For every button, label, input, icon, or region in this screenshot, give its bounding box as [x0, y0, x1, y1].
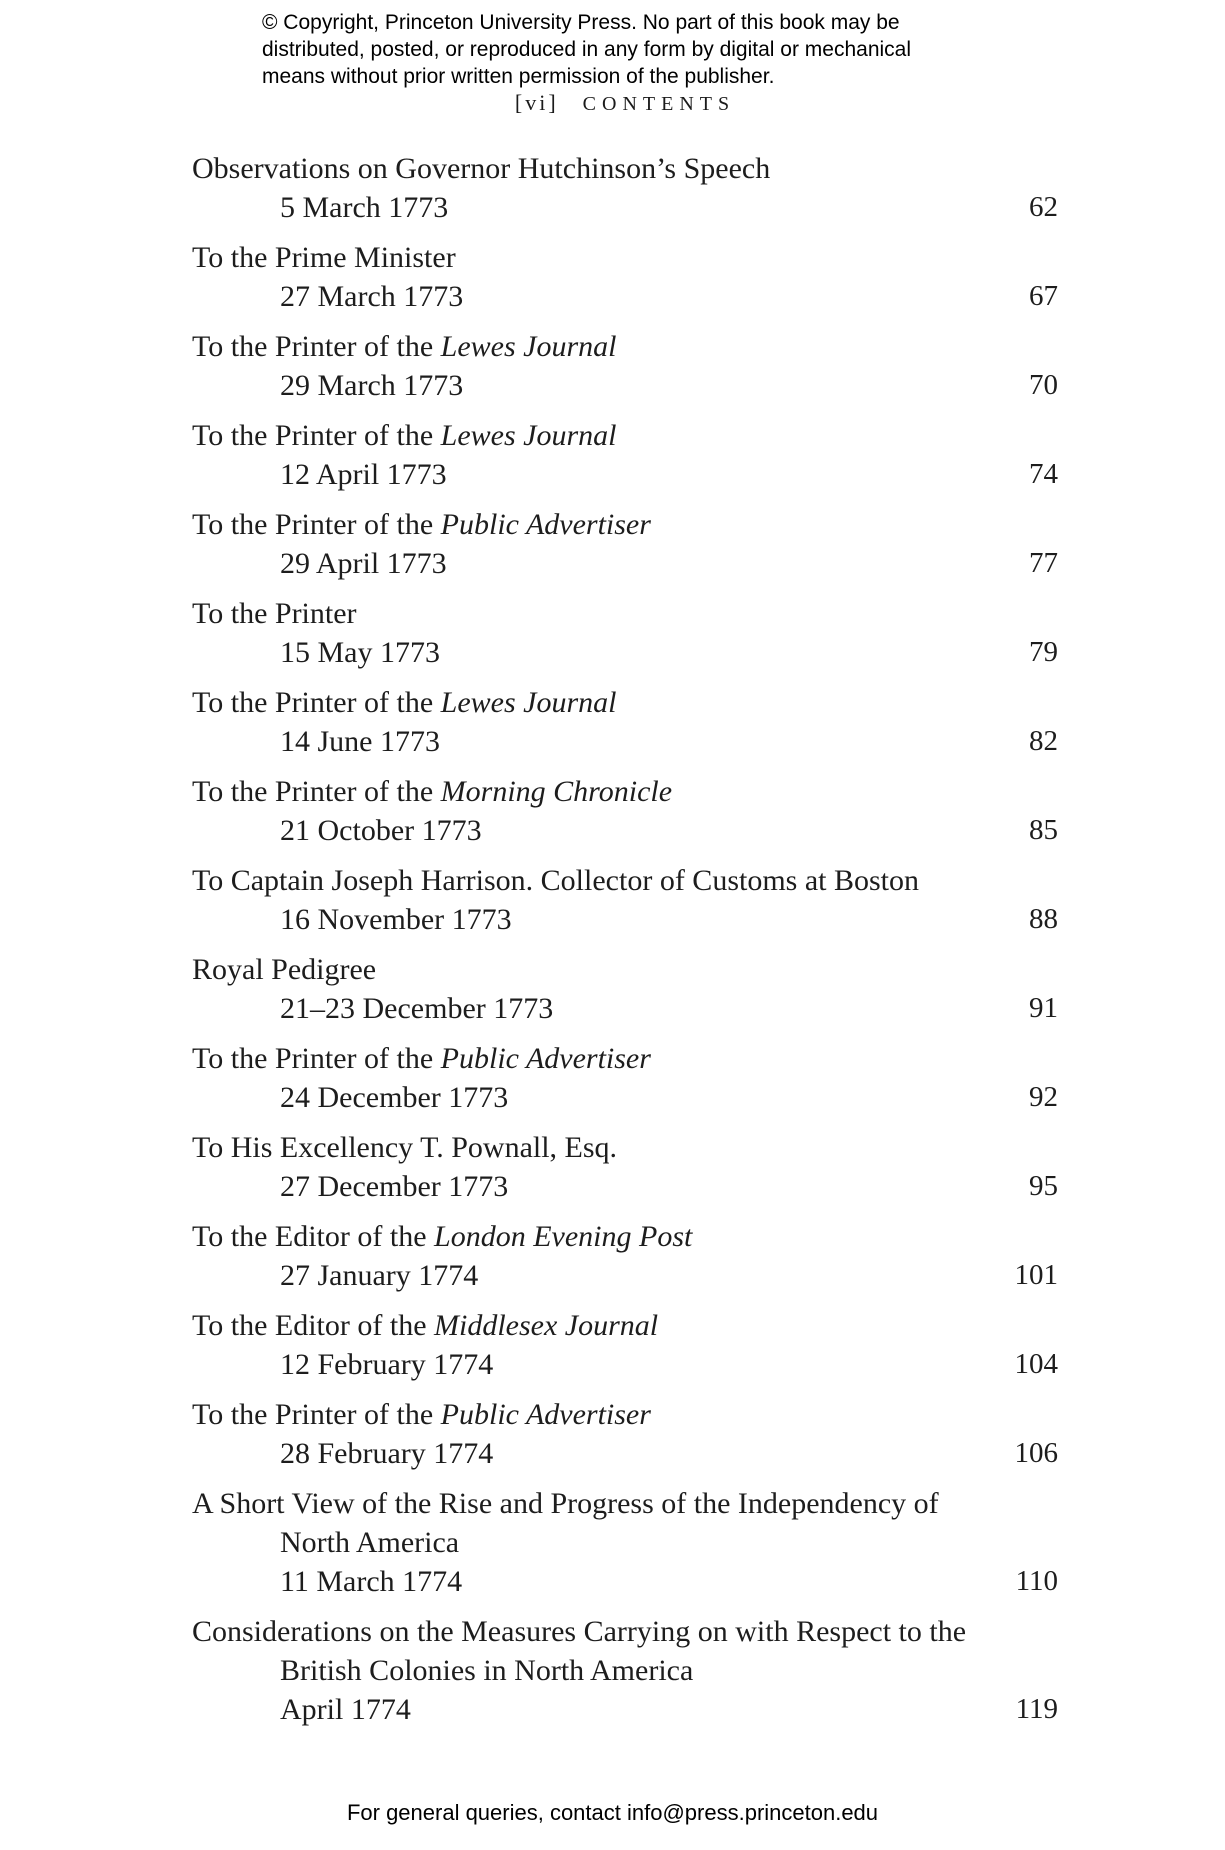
- entry-title-text: A Short View of the Rise and Progress of the Independency of: [192, 1487, 939, 1520]
- entry-title: [192, 772, 1058, 811]
- entry-page-number: 92: [1029, 1081, 1058, 1113]
- journal-name-italic: Public Advertiser: [440, 508, 651, 541]
- copyright-line: distributed, posted, or reproduced in any form by digital or mechanical: [262, 38, 912, 61]
- entry-title-text: To the Editor of the: [192, 1220, 435, 1253]
- toc-entry: [192, 683, 1058, 761]
- entry-page-number: 70: [1029, 369, 1058, 401]
- footer-query-note: For general queries, contact info@press.princeton.edu: [346, 1800, 879, 1825]
- entry-title-text: To the Printer of the: [192, 330, 441, 363]
- entry-title-text: Observations on Governor Hutchinson’s Speech: [192, 152, 771, 185]
- entry-page-number: 62: [1029, 191, 1058, 223]
- entry-date: 12 February 1774: [280, 1348, 494, 1381]
- entry-date-row: [192, 1167, 1058, 1206]
- entry-title-text: To Captain Joseph Harrison. Collector of Customs at Boston: [192, 864, 920, 897]
- toc-entry: [192, 1128, 1058, 1206]
- entry-title: [192, 505, 1058, 544]
- entry-page-number: 91: [1029, 992, 1058, 1024]
- entry-date-row: [192, 366, 1058, 405]
- journal-name-italic: Lewes Journal: [440, 686, 617, 719]
- toc-entry: [192, 950, 1058, 1028]
- entry-page-number: 85: [1029, 814, 1058, 846]
- entry-date-row: [192, 900, 1058, 939]
- journal-name-italic: Middlesex Journal: [434, 1309, 659, 1342]
- entry-title: [192, 594, 1058, 633]
- copyright-notice: [262, 9, 911, 90]
- entry-page-number: 77: [1029, 547, 1058, 579]
- entry-date: 5 March 1773: [280, 191, 449, 224]
- entry-date-row: [192, 544, 1058, 583]
- entry-title-text: To His Excellency T. Pownall, Esq.: [192, 1131, 618, 1164]
- toc-entry: [192, 1612, 1058, 1729]
- entry-title: [192, 1484, 1058, 1523]
- entry-title-text: To the Printer of the: [192, 775, 441, 808]
- entry-title: [192, 1128, 1058, 1167]
- entry-page-number: 104: [1014, 1348, 1058, 1380]
- entry-title: [192, 1395, 1058, 1434]
- entry-date-row: [192, 1690, 1058, 1729]
- entry-title-text: To the Printer of the: [192, 508, 441, 541]
- entry-date-row: [192, 811, 1058, 850]
- entry-title-continuation: British Colonies in North America: [280, 1654, 694, 1687]
- entry-date: 21–23 December 1773: [280, 992, 554, 1025]
- entry-date-row: [192, 277, 1058, 316]
- toc-entry: [192, 505, 1058, 583]
- entry-title: [192, 238, 1058, 277]
- entry-date: 27 January 1774: [280, 1259, 479, 1292]
- entry-date: 14 June 1773: [280, 725, 440, 758]
- toc-entry: [192, 861, 1058, 939]
- entry-page-number: 119: [1015, 1693, 1058, 1725]
- toc-entry: [192, 1306, 1058, 1384]
- entry-date-row: [192, 633, 1058, 672]
- entry-date-row: [192, 1078, 1058, 1117]
- entry-date-row: [192, 1256, 1058, 1295]
- journal-name-italic: Lewes Journal: [440, 419, 617, 452]
- entry-title-text: To the Printer: [192, 597, 357, 630]
- entry-title-text: Royal Pedigree: [192, 953, 377, 986]
- entry-title: [192, 1039, 1058, 1078]
- entry-date-row: [192, 989, 1058, 1028]
- entry-title-text: To the Printer of the: [192, 1042, 441, 1075]
- entry-page-number: 88: [1029, 903, 1058, 935]
- toc-entry: [192, 1039, 1058, 1117]
- entry-title: [192, 950, 1058, 989]
- journal-name-italic: London Evening Post: [434, 1220, 693, 1253]
- entry-date: 11 March 1774: [280, 1565, 463, 1598]
- entry-page-number: 74: [1029, 458, 1058, 490]
- toc-entry: [192, 327, 1058, 405]
- folio-label: [vi]: [514, 90, 559, 115]
- entry-title: [192, 149, 1058, 188]
- journal-name-italic: Public Advertiser: [440, 1398, 651, 1431]
- entry-title-text: To the Prime Minister: [192, 241, 456, 274]
- entry-title: [192, 683, 1058, 722]
- copyright-line: © Copyright, Princeton University Press. No part of this book may be: [262, 11, 900, 34]
- toc-entry: [192, 149, 1058, 227]
- entry-page-number: 82: [1029, 725, 1058, 757]
- journal-name-italic: Lewes Journal: [440, 330, 617, 363]
- entry-date: 12 April 1773: [280, 458, 447, 491]
- entry-date: 27 March 1773: [280, 280, 464, 313]
- section-title: CONTENTS: [582, 93, 736, 115]
- entry-page-number: 95: [1029, 1170, 1058, 1202]
- entry-date-row: [192, 188, 1058, 227]
- entry-title-text: To the Printer of the: [192, 686, 441, 719]
- entry-title-text: To the Printer of the: [192, 1398, 441, 1431]
- contents-header: [192, 90, 1058, 116]
- entry-page-number: 101: [1014, 1259, 1058, 1291]
- toc-entry: [192, 772, 1058, 850]
- entry-title-continuation: North America: [280, 1526, 460, 1559]
- journal-name-italic: Morning Chronicle: [440, 775, 673, 808]
- entry-title: [192, 1612, 1058, 1651]
- toc-entry: [192, 1484, 1058, 1601]
- entry-date: 15 May 1773: [280, 636, 440, 669]
- toc-entry: [192, 1217, 1058, 1295]
- entry-date: 29 March 1773: [280, 369, 464, 402]
- entry-title: [192, 327, 1058, 366]
- journal-name-italic: Public Advertiser: [440, 1042, 651, 1075]
- toc-entry: [192, 594, 1058, 672]
- entry-date: 29 April 1773: [280, 547, 447, 580]
- entry-date: 16 November 1773: [280, 903, 512, 936]
- entry-page-number: 79: [1029, 636, 1058, 668]
- entry-page-number: 106: [1014, 1437, 1058, 1469]
- entry-title-text: To the Printer of the: [192, 419, 441, 452]
- toc-entry: [192, 238, 1058, 316]
- entry-date: 21 October 1773: [280, 814, 482, 847]
- entry-date: April 1774: [280, 1693, 411, 1726]
- entry-title: [192, 1217, 1058, 1256]
- entry-title-text: To the Editor of the: [192, 1309, 435, 1342]
- entry-page-number: 110: [1015, 1565, 1058, 1597]
- entry-title-text: Considerations on the Measures Carrying on with Respect to the: [192, 1615, 967, 1648]
- entry-date-row: [192, 1345, 1058, 1384]
- entry-date: 27 December 1773: [280, 1170, 509, 1203]
- copyright-line: means without prior written permission of the publisher.: [262, 65, 775, 88]
- entry-date-row: [192, 455, 1058, 494]
- toc-entry: [192, 416, 1058, 494]
- toc-entry: [192, 1395, 1058, 1473]
- entry-title: [192, 861, 1058, 900]
- entry-title: [192, 416, 1058, 455]
- entry-title: [192, 1306, 1058, 1345]
- entry-date-row: [192, 722, 1058, 761]
- entry-date-row: [192, 1562, 1058, 1601]
- entry-page-number: 67: [1029, 280, 1058, 312]
- entry-date: 24 December 1773: [280, 1081, 509, 1114]
- entry-date: 28 February 1774: [280, 1437, 494, 1470]
- entry-date-row: [192, 1434, 1058, 1473]
- table-of-contents: [192, 149, 1058, 1740]
